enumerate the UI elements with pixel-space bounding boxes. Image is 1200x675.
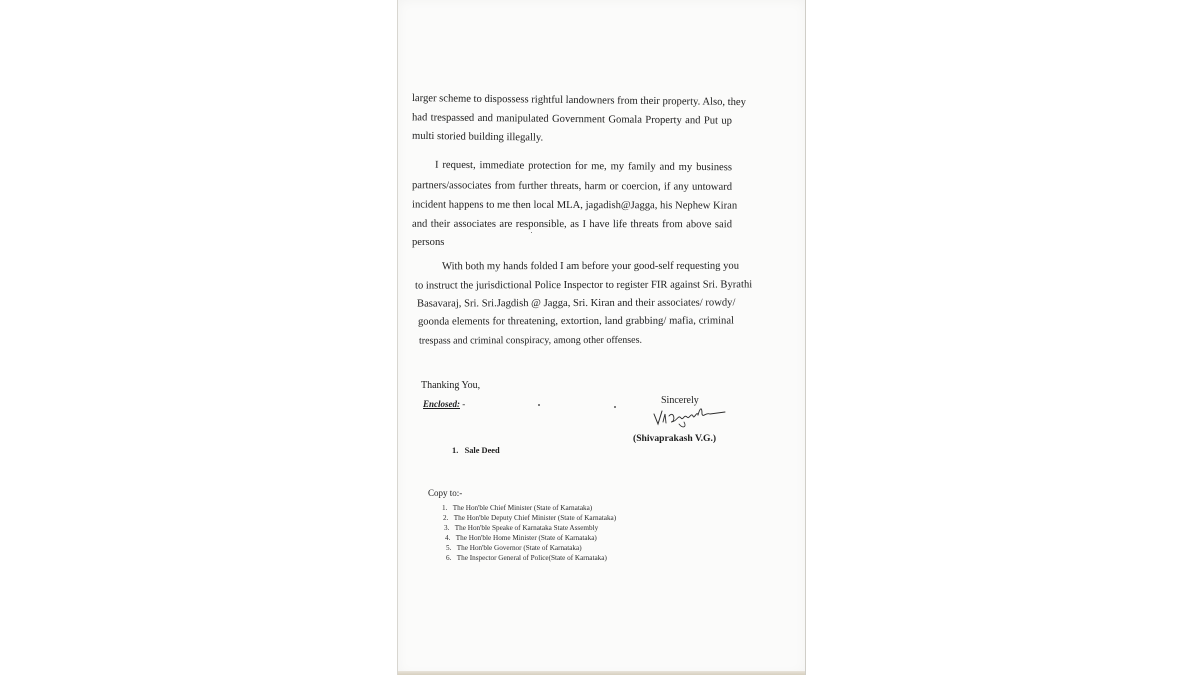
para3-line4: goonda elements for threatening, extortion, land grabbing/ mafia, criminal <box>417 315 735 328</box>
para3-line1: With both my hands folded I am before your good-self requesting you <box>441 260 740 273</box>
paper-speck <box>538 404 540 406</box>
copy-to-item <box>445 535 597 542</box>
signer-name: (Shivaprakash V.G.) <box>633 433 717 444</box>
enclosure-number: 1. <box>452 446 459 455</box>
copy-to-number: 6. <box>446 554 452 562</box>
para3-line2: to instruct the jurisdictional Police Inspector to register FIR against Sri. Byrathi <box>414 279 753 292</box>
copy-to-text: The Hon'ble Chief Minister (State of Karnataka) <box>452 504 593 512</box>
paper-speck <box>614 406 616 408</box>
enclosure-text: Sale Deed <box>464 446 500 455</box>
enclosed-label: Enclosed: <box>423 399 460 409</box>
para3-line3: Basavaraj, Sri. Sri.Jagdish @ Jagga, Sri. Kiran and their associates/ rowdy/ <box>416 297 736 310</box>
letter-page <box>397 0 806 675</box>
para2-line4: and their associates are responsible, as I have life threats from above said <box>411 218 733 231</box>
para2-line2: partners/associates from further threats, harm or coercion, if any untoward <box>411 180 733 193</box>
copy-to-number: 4. <box>445 534 451 542</box>
sincerely: Sincerely <box>661 395 699 406</box>
enclosed-heading <box>423 400 465 409</box>
copy-to-item <box>446 545 582 552</box>
copy-to-item <box>443 515 616 522</box>
para2-line5: persons <box>412 237 445 248</box>
copy-to-text: The Inspector General of Police(State of Karnataka) <box>456 554 607 562</box>
para3-line5: trespass and criminal conspiracy, among other offenses. <box>418 334 643 347</box>
para1-line2: had trespassed and manipulated Government Gomala Property and Put up <box>411 112 733 127</box>
copy-to-text: The Hon'ble Deputy Chief Minister (State of Karnataka) <box>453 514 617 522</box>
para2-line3: incident happens to me then local MLA, jagadish@Jagga, his Nephew Kiran <box>411 199 738 212</box>
copy-to-item <box>442 505 592 512</box>
copy-to-text: The Hon'ble Speake of Karnataka State Assembly <box>454 524 599 532</box>
copy-to-text: The Hon'ble Governor (State of Karnataka) <box>456 544 582 552</box>
para1-line3: multi storied building illegally. <box>411 130 544 144</box>
copy-to-text: The Hon'ble Home Minister (State of Karnataka) <box>455 534 597 542</box>
copy-to-number: 2. <box>443 514 449 522</box>
copy-to-item <box>444 525 598 532</box>
copy-to-item <box>446 555 607 562</box>
signature-mark <box>650 402 730 432</box>
thanking-you: Thanking You, <box>421 380 481 391</box>
copy-to-number: 1. <box>442 504 448 512</box>
copy-to-heading: Copy to:- <box>428 488 463 498</box>
para2-line1: I request, immediate protection for me, my family and my business <box>434 159 733 174</box>
enclosure-item <box>452 447 500 455</box>
copy-to-number: 3. <box>444 524 450 532</box>
paper-speck <box>531 232 532 233</box>
para1-line1: larger scheme to dispossess rightful landowners from their property. Also, they <box>411 93 747 109</box>
enclosed-suffix: - <box>460 399 466 409</box>
copy-to-number: 5. <box>446 544 452 552</box>
